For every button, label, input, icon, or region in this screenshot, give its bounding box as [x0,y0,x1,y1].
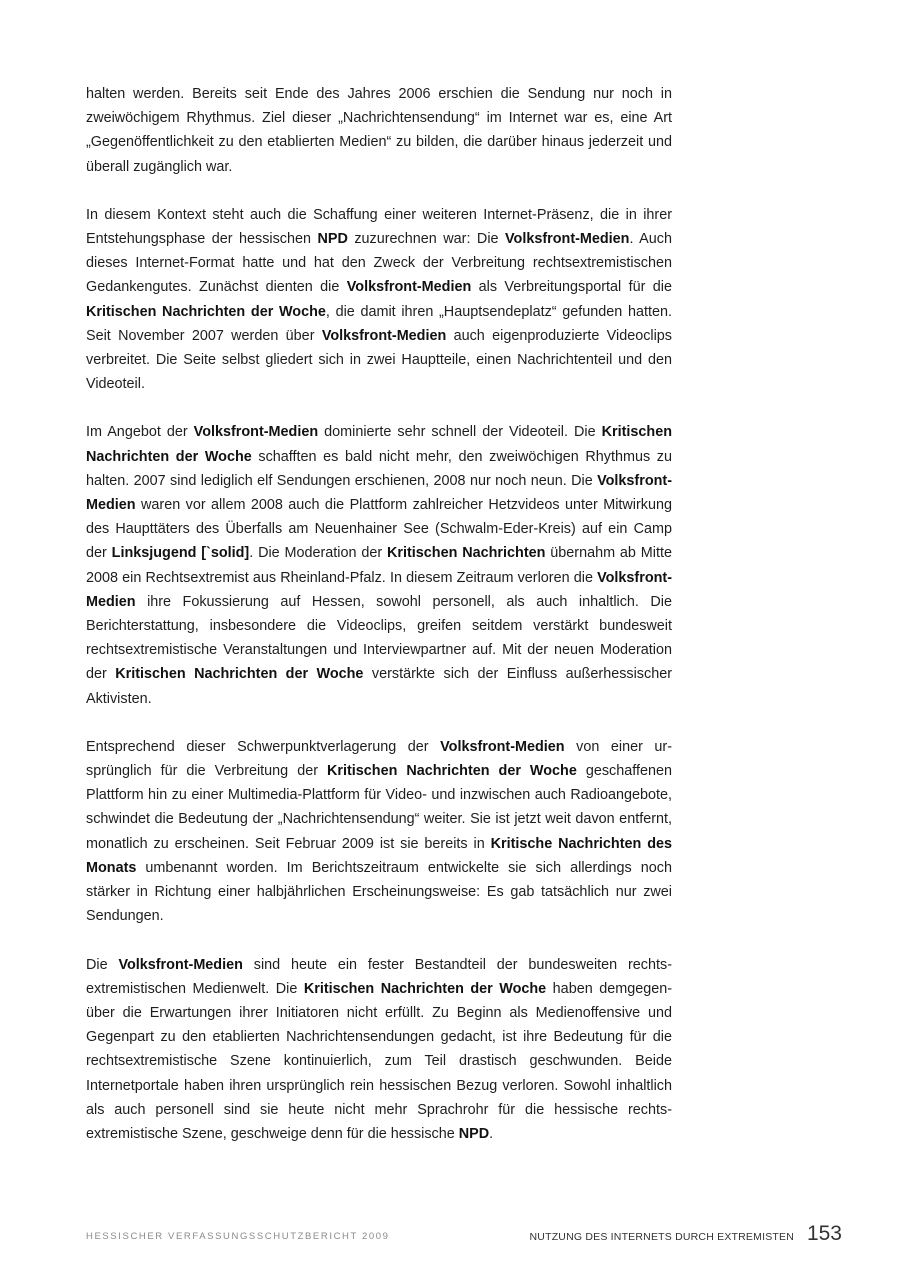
bold-term: Volksfront-Medien [118,956,243,973]
bold-term: Kritischen Nachrichten [387,545,546,562]
text-run: verstärkte sich der Einfluss außerhessischer Aktivisten. [86,666,672,707]
page-number: 153 [806,1222,842,1245]
text-run: übernahm ab Mitte 2008 ein Rechtsextremist aus Rheinland-Pfalz. In diesem Zeitraum verloren die [86,545,672,586]
bold-term: Volksfront-Medien [505,231,630,248]
text-run: dominierte sehr schnell der Videoteil. Die [318,424,602,441]
text-run: geschaffenen Plattform hin zu einer Multimedia-Plattform für Video- und inzwischen auch Radioangebote, schwindet die Bedeutung der „Nachrichtensendung“ weiter. Sie ist jetzt weit davon entfernt, monatlich zu erscheinen. Seit Februar 2009 ist sie bereits in [86,763,672,852]
bold-term: Kritischen Nachrichten der Woche [86,424,672,465]
bold-term: Kritischen Nachrichten der Woche [115,666,364,683]
bold-term: Volksfront-Medien [86,569,672,610]
body-paragraph [86,953,672,1147]
bold-term: Volksfront-Medien [193,424,319,441]
text-run: Die [86,956,119,973]
text-run: auch eigenproduzierte Videoclips verbreitet. Die Seite selbst gliedert sich in zwei Hauptteile, einen Nachrichtenteil und den Videoteil. [86,327,672,393]
text-run: . [489,1125,494,1142]
text-run: von einer ursprünglich für die Verbreitung der [86,738,672,780]
text-run: als Verbreitungsportal für die [471,279,672,296]
body-paragraph [86,203,672,397]
text-run: halten werden. Bereits seit Ende des Jahres 2006 erschien die Sendung nur noch in zweiwöchigem Rhythmus. Ziel dieser „Nachrichtensendung“ im Internet war es, eine Art „Gegenöffentlichkeit zu den etablierten Medien“ zu bilden, die darüber hinaus jederzeit und überall zugänglich war. [86,86,672,175]
page-body [86,82,672,1170]
text-run: Im Angebot der [86,424,194,441]
text-run: In diesem Kontext steht auch die Schaffung einer weiteren Internet-Präsenz, die in ihrer Entstehungsphase der hessischen [86,206,672,248]
bold-term: Volksfront-Medien [86,472,672,514]
bold-term: NPD [458,1125,490,1142]
footer-publication-title: HESSISCHER VERFASSUNGSSCHUTZBERICHT 2009 [86,1231,390,1242]
bold-term: Volksfront-Medien [346,279,472,296]
bold-term: Kritischen Nachrichten der Woche [86,303,326,320]
bold-term: Kritischen Nachrichten der Woche [303,980,547,997]
text-run: umbenannt worden. Im Berichtszeitraum entwickelte sie sich allerdings noch stärker in Richtung einer halbjährlichen Erscheinungsweise: Es gab tatsächlich nur zwei Sendungen. [86,859,672,925]
bold-term: Volksfront-Medien [440,738,565,755]
text-run: schafften es bald nicht mehr, den zweiwöchigen Rhythmus zu halten. 2007 sind lediglich elf Sendungen erschienen, 2008 nur noch neun. Die [86,448,672,489]
text-run: waren vor allem 2008 auch die Plattform zahlreicher Hetzvideos unter Mitwirkung des Haupttäters des Überfalls am Neuenhainer See (Schwalm-Eder-Kreis) auf ein Camp der [86,497,672,562]
text-run: zuzurechnen war: Die [347,231,506,248]
text-run: . Die Moderation der [249,545,388,562]
body-paragraph [86,82,672,179]
page-footer [86,1222,842,1246]
body-paragraph [86,735,672,929]
text-run: haben demgegenüber die Erwartungen ihrer Initiatoren nicht erfüllt. Zu Beginn als Medienoffensive und Gegenpart zu den etablierten Nachrichtensendungen gedacht, ist ihre Bedeutung für die rechtsextremistische Szene kontinuierlich, zum Teil drastisch geschwunden. Beide Internetportale haben ihren ursprünglich rein hessischen Bezug verloren. Sowohl inhaltlich als auch personell sind sie heute nicht mehr Sprachrohr für die hessische rechtsextremistische Szene, geschweige denn für die hessische [86,980,673,1142]
bold-term: Kritische Nachrichten des Monats [86,835,673,876]
footer-section-title: NUTZUNG DES INTERNETS DURCH EXTREMISTEN [529,1231,794,1243]
text-run: sind heute ein fester Bestandteil der bundesweiten rechtsextremistischen Medienwelt. Die [86,956,673,997]
text-run: ihre Fokussierung auf Hessen, sowohl personell, als auch inhaltlich. Die Berichterstattung, insbesondere die Videoclips, greifen seitdem verstärkt bundesweit rechtsextremistische Veranstaltungen und Interviewpartner auf. Mit der neuen Moderation der [86,593,672,683]
body-paragraph [86,420,672,710]
bold-term: Kritischen Nachrichten der Woche [327,763,577,780]
bold-term: Volksfront-Medien [321,327,447,344]
bold-term: Linksjugend [`solid] [111,545,250,562]
bold-term: NPD [317,231,348,248]
text-run: Entsprechend dieser Schwerpunktverlagerung der [86,738,441,755]
text-run: . Auch dieses Internet-Format hatte und hat den Zweck der Verbreitung rechtsextremistischen Gedankengutes. Zunächst dienten die [86,231,672,296]
text-run: , die damit ihren „Hauptsendeplatz“ gefunden hatten. Seit November 2007 werden über [86,303,672,344]
